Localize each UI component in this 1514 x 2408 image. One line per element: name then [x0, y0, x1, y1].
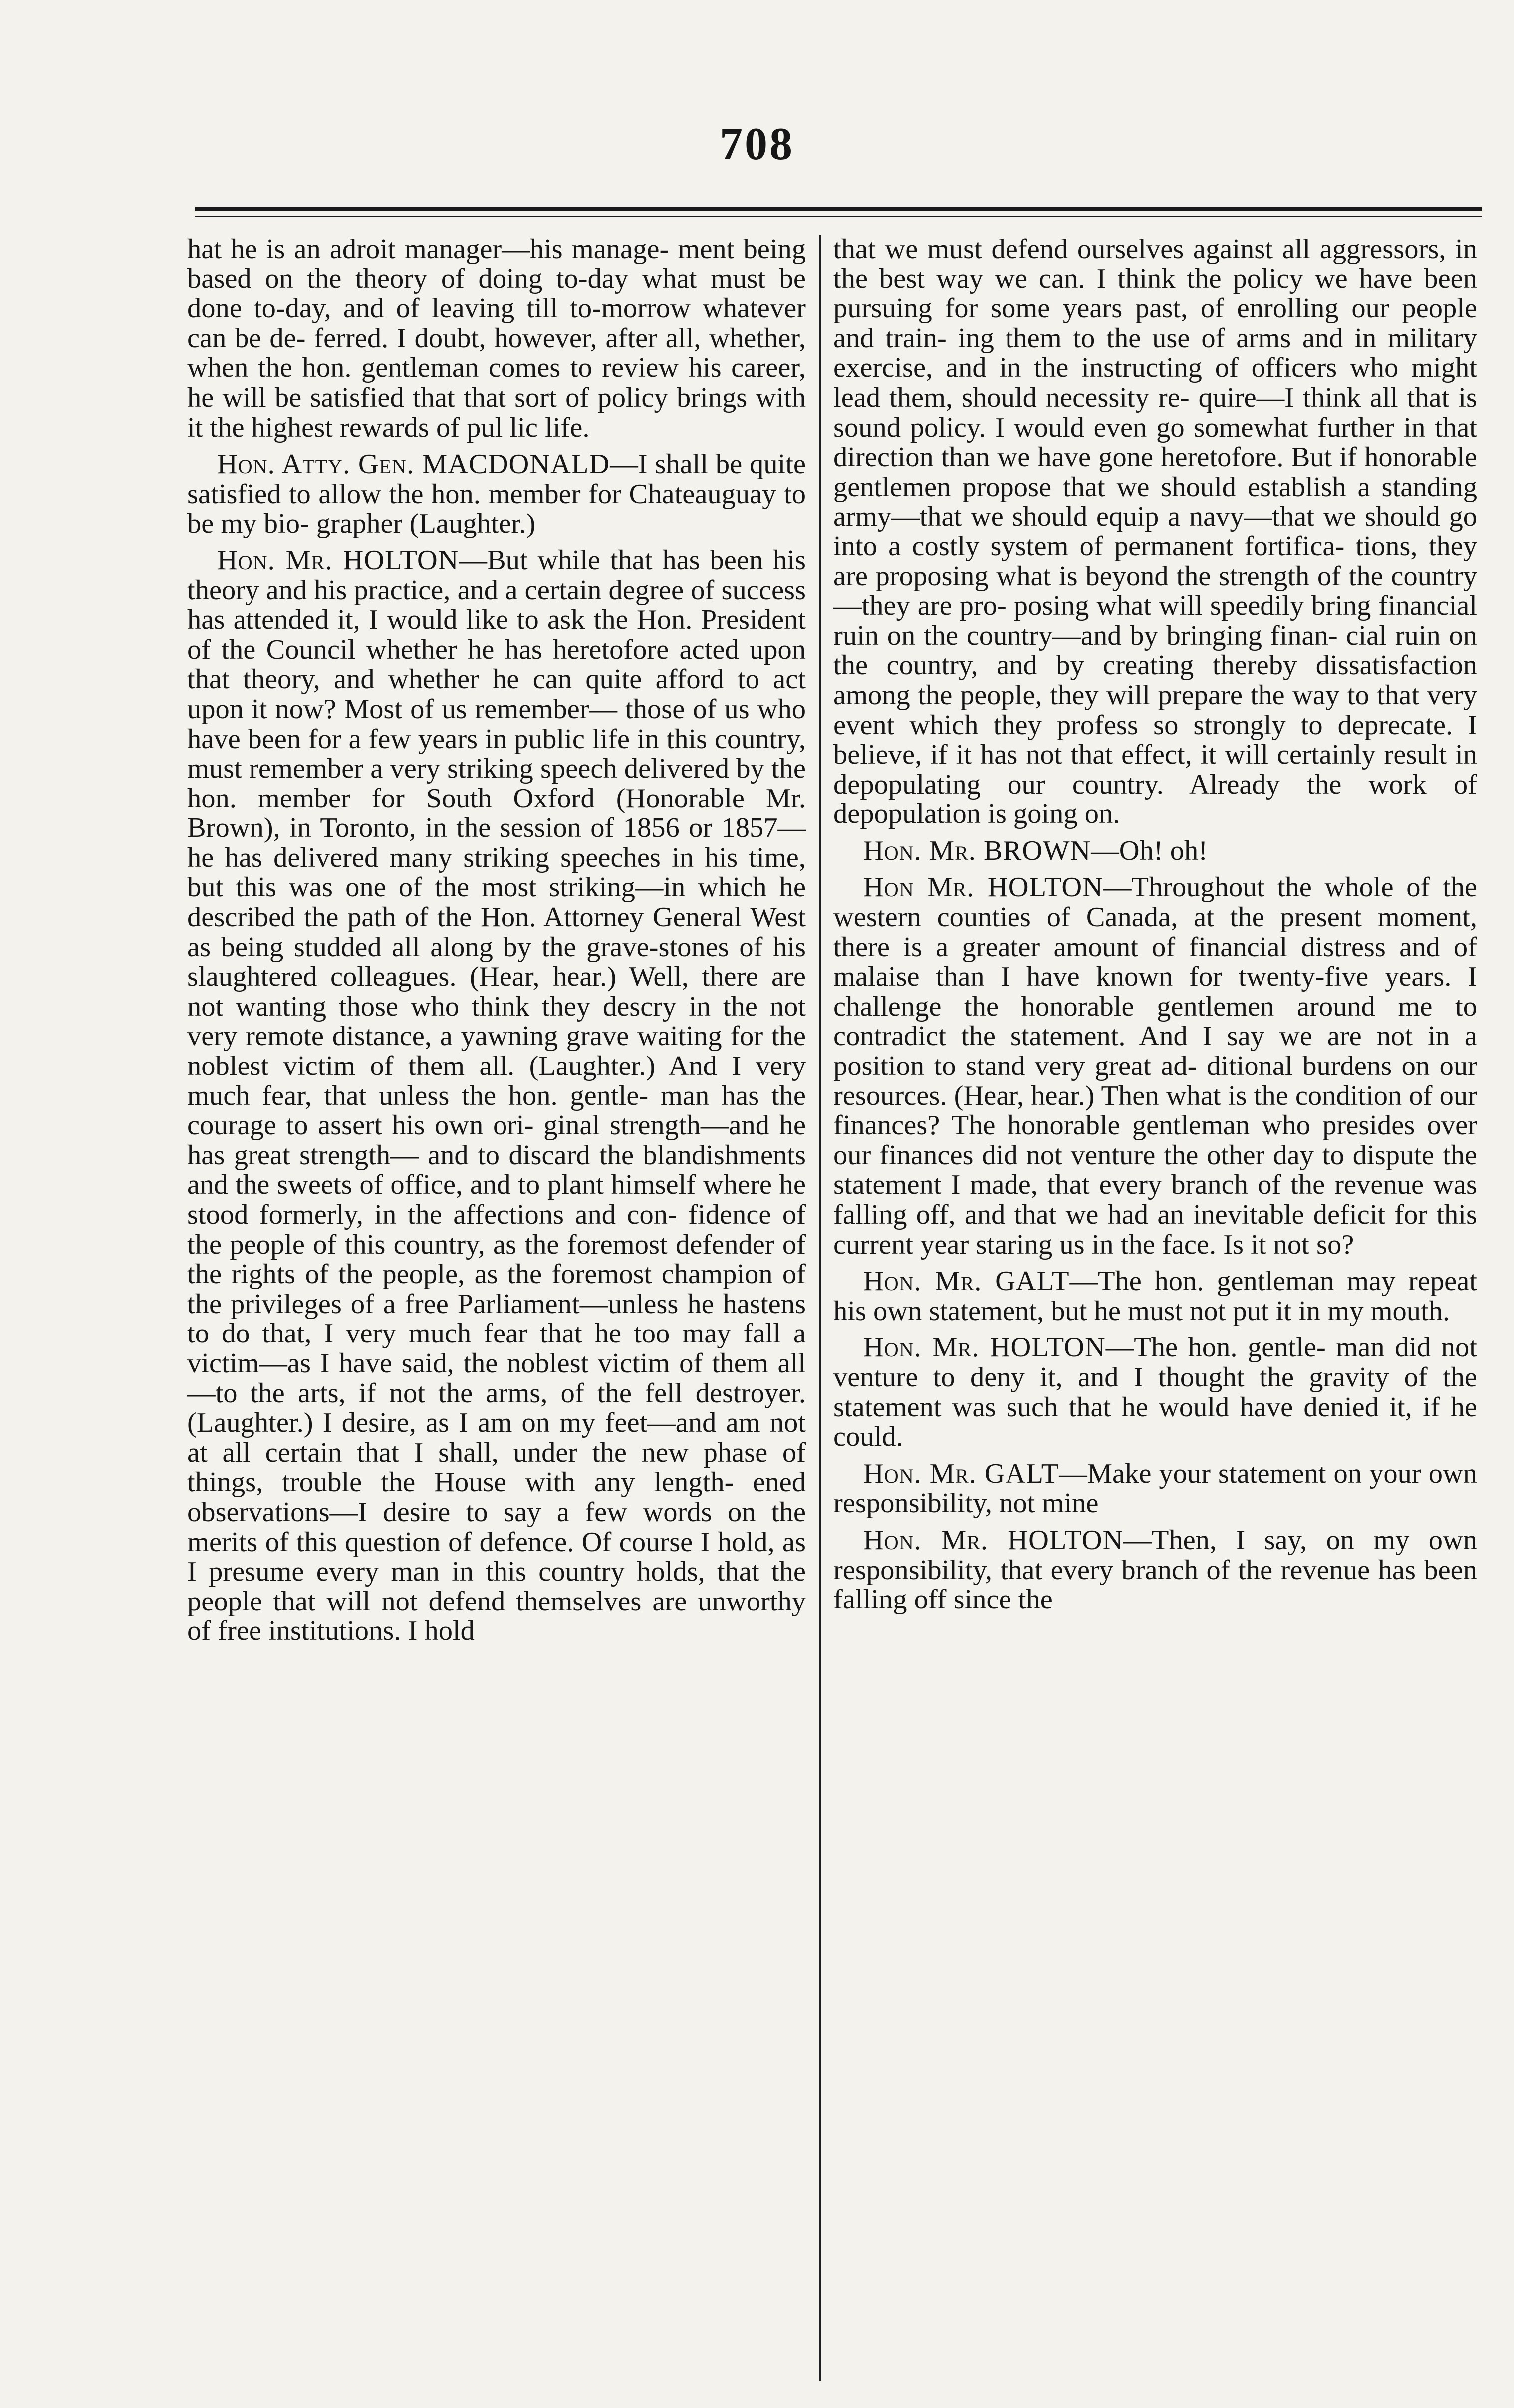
header-rule-thin [195, 216, 1482, 217]
speaker-name: Hon. Mr. HOLTON [863, 1524, 1124, 1556]
header-rule-thick [195, 207, 1482, 211]
speech-paragraph [833, 1333, 1477, 1452]
paragraph-text: hat he is an adroit manager—his manage- ment being based on the theory of doing to-day what must be done to-day, and of leaving till to-morrow whatever can be de- ferred. I doubt, however, after all, whether, when the hon. gentleman comes to review his career, he will be satisfied that that sort of policy brings with it the highest rewards of pul lic life. [187, 235, 806, 443]
right-column [833, 235, 1477, 2381]
paragraph-text: —The hon. gentle- man did not venture to deny it, and I thought the gravity of the statement was such that he would have denied it, if he could. [833, 1332, 1477, 1453]
speech-paragraph [187, 546, 806, 1646]
column-divider [819, 235, 821, 2381]
paragraph-text: that we must defend ourselves against all aggressors, in the best way we can. I think the policy we have been pursuing for some years past, of enrolling our people and train- ing them to the use of arms and in military exercise, and in the instructing of officers who might lead them, should necessity re- quire—I think all that is sound policy. I would even go somewhat further in that direction than we have gone heretofore. But if honorable gentlemen propose that we should establish a standing army—that we should equip a navy—that we should go into a costly system of permanent fortifica- tions, they are proposing what is beyond the strength of the country—they are pro- posing what will speedily bring financial ruin on the country—and by bringing finan- cial ruin on the country, and by creating thereby dissatisfaction among the people, they will prepare the way to that very event which they profess so strongly to deprecate. I believe, if it has not that effect, it will certainly result in depopulating our country. Already the work of depopulation is going on. [833, 235, 1477, 830]
text-paragraph [187, 235, 806, 443]
speech-paragraph [833, 873, 1477, 1260]
paragraph-text: —Throughout the whole of the western counties of Canada, at the present moment, there is a greater amount of financial distress and of malaise than I have known for twenty-five years. I challenge the honorable gentlemen around me to contradict the statement. And I say we are not in a position to stand very great ad- ditional burdens on our resources. (Hear, hear.) Then what is the condition of our finances? The honorable gentleman who presides over our finances did not venture the other day to dispute the statement I made, that every branch of the revenue was falling off, and that we had an inevitable deficit for this current year staring us in the face. Is it not so? [833, 872, 1477, 1260]
speaker-name: Hon. Mr. HOLTON [863, 1332, 1106, 1363]
speaker-name: Hon. Atty. Gen. MACDONALD [217, 449, 610, 480]
speaker-name: Hon. Mr. HOLTON [217, 544, 459, 576]
left-column [187, 235, 806, 2381]
paragraph-text: —I shall be quite satisfied to allow the hon. member for Chateauguay to be my bio- grapher (Laughter.) [187, 449, 806, 539]
speech-paragraph [833, 1526, 1477, 1615]
paragraph-text: —Make your statement on your own responsibility, not mine [833, 1458, 1477, 1519]
speech-paragraph [833, 1459, 1477, 1519]
speech-paragraph [833, 836, 1477, 866]
speaker-name: Hon. Mr. GALT [863, 1458, 1059, 1489]
speaker-name: Hon. Mr. GALT [863, 1266, 1070, 1297]
paragraph-text: —The hon. gentleman may repeat his own statement, but he must not put it in my mouth. [833, 1266, 1477, 1327]
speaker-name: Hon. Mr. BROWN [863, 835, 1091, 866]
page-number: 708 [720, 118, 794, 169]
speaker-name: Hon Mr. HOLTON [863, 872, 1103, 903]
text-paragraph [833, 235, 1477, 829]
paragraph-text: —But while that has been his theory and his practice, and a certain degree of success has attended it, I would like to ask the Hon. President of the Council whether he has heretofore acted upon that theory, and whether he can quite afford to act upon it now? Most of us remember— those of us who have been for a few years in public life in this country, must remember a very striking speech delivered by the hon. member for South Oxford (Honorable Mr. Brown), in Toronto, in the session of 1856 or 1857—he has delivered many striking speeches in his time, but this was one of the most striking—in which he described the path of the Hon. Attorney General West as being studded all along by the grave-stones of his slaughtered colleagues. (Hear, hear.) Well, there are not wanting those who think they descry in the not very remote distance, a yawning grave waiting for the noblest victim of them all. (Laughter.) And I very much fear, that unless the hon. gentle- man has the courage to assert his own ori- ginal strength—and he has great strength— and to discard the blandishments and the sweets of office, and to plant himself where he stood formerly, in the affections and con- fidence of the people of this country, as the foremost defender of the rights of the people, as the foremost champion of the privileges of a free Parliament—unless he hastens to do that, I very much fear that he too may fall a victim—as I have said, the noblest victim of them all—to the arts, if not the arms, of the fell destroyer. (Laughter.) I desire, as I am on my feet—and am not at all certain that I shall, under the new phase of things, trouble the House with any length- ened observations—I desire to say a few words on the merits of this question of defence. Of course I hold, as I presume every man in this country holds, that the people that will not defend themselves are unworthy of free institutions. I hold [187, 544, 806, 1647]
paragraph-text: —Then, I say, on my own responsibility, that every branch of the revenue has been falling off since the [833, 1524, 1477, 1615]
speech-paragraph [187, 450, 806, 539]
speech-paragraph [833, 1267, 1477, 1326]
paragraph-text: —Oh! oh! [1091, 835, 1208, 866]
